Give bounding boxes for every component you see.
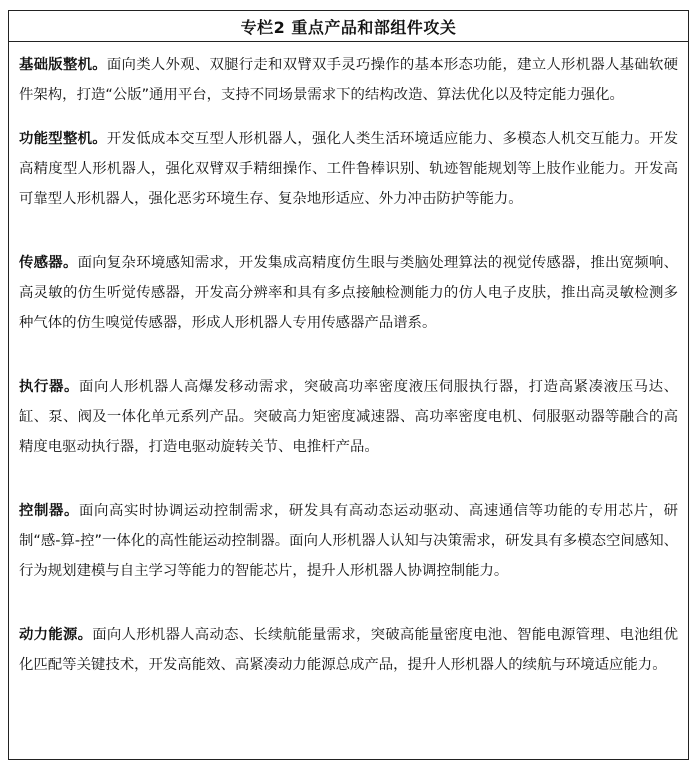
section-text: 面向类人外观、双腿行走和双臂双手灵巧操作的基本形态功能，建立人形机器人基础软硬件架构，打造“公版”通用平台，支持不同场景需求下的结构改造、算法优化以及特定能力强化。	[19, 57, 678, 103]
section-term: 动力能源。	[19, 627, 93, 643]
section-term: 功能型整机。	[19, 131, 107, 147]
column-box	[8, 10, 689, 760]
section-term: 控制器。	[19, 503, 79, 519]
section-sensors	[19, 248, 678, 338]
section-text: 面向高实时协调运动控制需求，研发具有高动态运动驱动、高速通信等功能的专用芯片，研制“感-算-控”一体化的高性能运动控制器。面向人形机器人认知与决策需求，研发具有多模态空间感知、行为规划建模与自主学习等能力的智能芯片，提升人形机器人协调控制能力。	[19, 503, 678, 579]
section-functional-machine	[19, 124, 678, 214]
section-term: 传感器。	[19, 255, 78, 271]
section-actuators	[19, 372, 678, 462]
section-text: 开发低成本交互型人形机器人，强化人类生活环境适应能力、多模态人机交互能力。开发高精度型人形机器人，强化双臂双手精细操作、工件鲁棒识别、轨迹智能规划等上肢作业能力。开发高可靠型人形机器人，强化恶劣环境生存、复杂地形适应、外力冲击防护等能力。	[19, 131, 678, 207]
section-text: 面向复杂环境感知需求，开发集成高精度仿生眼与类脑处理算法的视觉传感器，推出宽频响、高灵敏的仿生听觉传感器，开发高分辨率和具有多点接触检测能力的仿人电子皮肤，推出高灵敏检测多种气体的仿生嗅觉传感器，形成人形机器人专用传感器产品谱系。	[19, 255, 678, 331]
section-basic-machine	[19, 50, 678, 110]
section-term: 基础版整机。	[19, 57, 107, 73]
column-content	[9, 42, 688, 680]
section-controllers	[19, 496, 678, 586]
column-title: 专栏2 重点产品和部组件攻关	[9, 11, 688, 42]
section-power-energy	[19, 620, 678, 680]
section-text: 面向人形机器人高爆发移动需求，突破高功率密度液压伺服执行器，打造高紧凑液压马达、缸、泵、阀及一体化单元系列产品。突破高力矩密度减速器、高功率密度电机、伺服驱动器等融合的高精度电驱动执行器，打造电驱动旋转关节、电推杆产品。	[19, 379, 678, 455]
section-term: 执行器。	[19, 379, 79, 395]
section-text: 面向人形机器人高动态、长续航能量需求，突破高能量密度电池、智能电源管理、电池组优化匹配等关键技术，开发高能效、高紧凑动力能源总成产品，提升人形机器人的续航与环境适应能力。	[19, 627, 678, 673]
